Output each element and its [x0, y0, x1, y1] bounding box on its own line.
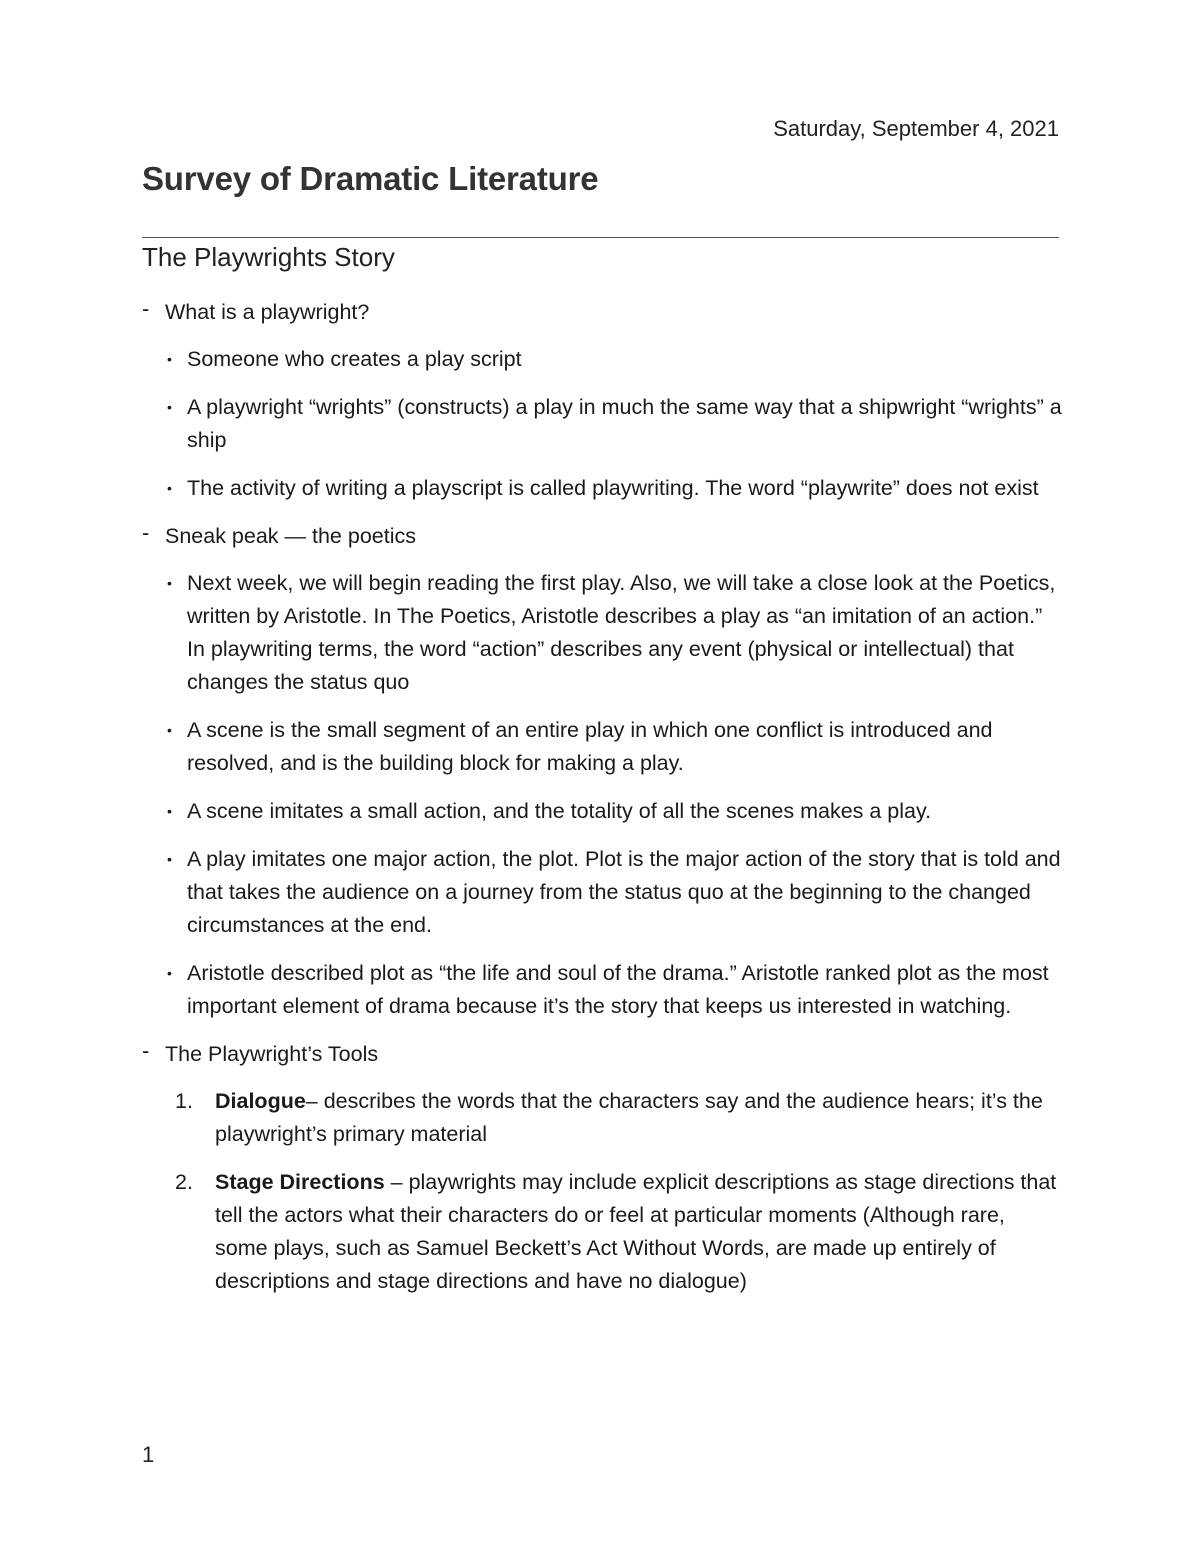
list-item-text: A scene imitates a small action, and the totality of all the scenes makes a play.	[187, 799, 932, 823]
list-item	[142, 391, 1062, 457]
item-number: 1.	[175, 1089, 193, 1113]
bullet-marker: •	[167, 575, 172, 591]
list-item	[142, 795, 1062, 828]
topic-what-is-playwright	[142, 296, 1062, 505]
list-item-text: A scene is the small segment of an entire play in which one conflict is introduced and resolved, and is the building block for making a play.	[187, 718, 993, 775]
page-number: 1	[142, 1442, 155, 1467]
item-description: – describes the words that the characters say and the audience hears; it’s the playwright’s primary material	[215, 1089, 1043, 1146]
list-item	[142, 343, 1062, 376]
topic-label: Sneak peak — the poetics	[165, 524, 416, 548]
list-item-text: Aristotle described plot as “the life and soul of the drama.” Aristotle ranked plot as the most important element of drama because it’s the story that keeps us interested in watching.	[187, 961, 1049, 1018]
list-item-text: The activity of writing a playscript is called playwriting. The word “playwrite” does not exist	[187, 476, 1039, 500]
document-date: Saturday, September 4, 2021	[773, 116, 1059, 141]
bullet-list	[142, 343, 1062, 505]
bullet-marker: •	[167, 399, 172, 415]
list-item	[142, 1166, 1062, 1298]
list-item-text: A play imitates one major action, the plot. Plot is the major action of the story that is told and that takes the audience on a journey from the status quo at the beginning to the changed circumstances at the end.	[187, 847, 1061, 937]
dash-marker: -	[142, 520, 150, 545]
section-heading: The Playwrights Story	[142, 242, 395, 272]
list-item	[142, 957, 1062, 1023]
list-item	[142, 1085, 1062, 1151]
list-item	[142, 843, 1062, 942]
numbered-list	[142, 1085, 1062, 1298]
item-number: 2.	[175, 1170, 193, 1194]
bullet-list	[142, 567, 1062, 1023]
document-body	[142, 296, 1062, 1313]
list-item	[142, 472, 1062, 505]
bullet-marker: •	[167, 803, 172, 819]
topic-heading	[142, 296, 1062, 329]
bullet-marker: •	[167, 480, 172, 496]
list-item	[142, 567, 1062, 699]
item-description: – playwrights may include explicit descriptions as stage directions that tell the actors what their characters do or feel at particular moments (Although rare, some plays, such as Samuel Beckett’s Act Without Words, are made up entirely of descriptions and stage directions and have no dialogue)	[215, 1170, 1057, 1293]
bullet-marker: •	[167, 965, 172, 981]
bullet-marker: •	[167, 851, 172, 867]
bullet-marker: •	[167, 351, 172, 367]
bullet-marker: •	[167, 722, 172, 738]
dash-marker: -	[142, 296, 150, 321]
topic-heading	[142, 1038, 1062, 1071]
list-item	[142, 714, 1062, 780]
document-title: Survey of Dramatic Literature	[142, 160, 599, 197]
title-divider	[142, 237, 1059, 238]
topic-playwrights-tools	[142, 1038, 1062, 1298]
item-term: Stage Directions	[215, 1170, 385, 1194]
list-item-text: Next week, we will begin reading the first play. Also, we will take a close look at the Poetics, written by Aristotle. In The Poetics, Aristotle describes a play as “an imitation of an action.” In playwriting terms, the word “action” describes any event (physical or intellectual) that changes the status quo	[187, 571, 1056, 694]
list-item-text: A playwright “wrights” (constructs) a play in much the same way that a shipwright “wrights” a ship	[187, 395, 1062, 452]
list-item-text: Someone who creates a play script	[187, 347, 522, 371]
topic-sneak-peak	[142, 520, 1062, 1023]
topic-label: The Playwright’s Tools	[165, 1042, 379, 1066]
item-term: Dialogue	[215, 1089, 306, 1113]
topic-label: What is a playwright?	[165, 300, 370, 324]
dash-marker: -	[142, 1038, 150, 1063]
topic-heading	[142, 520, 1062, 553]
